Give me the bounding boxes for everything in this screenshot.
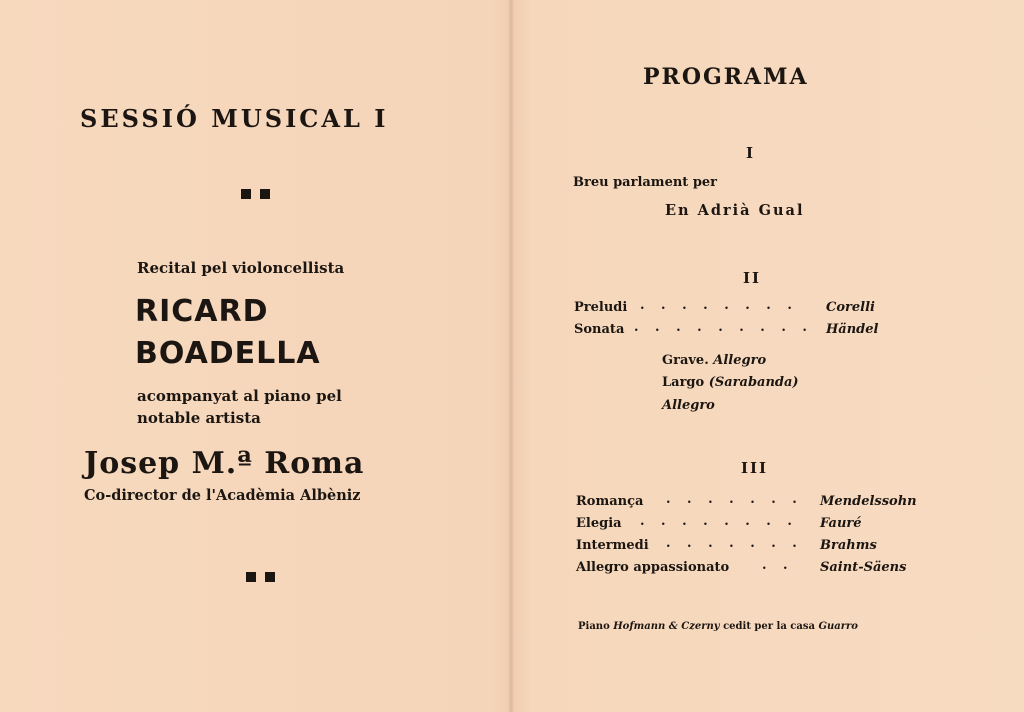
- performer-first-name: RICARD: [135, 294, 269, 329]
- composer: Corelli: [826, 300, 875, 315]
- programme-item: [576, 494, 946, 514]
- piece-title: Sonata: [574, 322, 625, 337]
- piece-title: Allegro appassionato: [576, 560, 730, 575]
- ornament-square: [246, 572, 256, 582]
- credit-middle: cedit per la casa: [723, 621, 815, 632]
- programme-item: [576, 538, 946, 558]
- movement-italic: Allegro: [662, 398, 715, 413]
- ornament-squares-bottom: [246, 572, 275, 582]
- part-3-numeral: III: [741, 459, 769, 477]
- movement: [662, 398, 715, 413]
- movement-label: Largo: [662, 375, 705, 390]
- pianist-name: Josep M.ª Roma: [84, 446, 365, 481]
- leader-dots: . . . . . . . . .: [634, 320, 813, 335]
- movement: [662, 353, 766, 368]
- speech-line: Breu parlament per: [573, 175, 718, 190]
- composer: Händel: [826, 322, 879, 337]
- programme-heading: PROGRAMA: [643, 64, 809, 90]
- piano-credit: [578, 621, 858, 632]
- leader-dots: . . . . . . . .: [640, 514, 798, 529]
- movement: [662, 375, 799, 390]
- page-fold: [508, 0, 514, 712]
- accompanied-line-1: acompanyat al piano pel: [137, 387, 342, 405]
- part-1-numeral: I: [746, 144, 756, 162]
- leader-dots: . . . . . . .: [666, 492, 803, 507]
- recital-line: Recital pel violoncellista: [137, 259, 345, 277]
- piece-title: Preludi: [574, 300, 628, 315]
- piece-title: Romança: [576, 494, 644, 509]
- session-title: SESSIÓ MUSICAL I: [80, 104, 389, 133]
- music-house: Guarro: [818, 621, 858, 632]
- leader-dots: . .: [762, 558, 794, 573]
- speaker-name: En Adrià Gual: [665, 202, 805, 219]
- piece-title: Intermedi: [576, 538, 649, 553]
- programme-item: [576, 516, 946, 536]
- composer: Brahms: [820, 538, 877, 553]
- leader-dots: . . . . . . . .: [640, 298, 798, 313]
- performer-last-name: BOADELLA: [135, 336, 321, 371]
- ornament-square: [265, 572, 275, 582]
- part-2-numeral: II: [743, 269, 762, 287]
- piece-title: Elegia: [576, 516, 622, 531]
- leader-dots: . . . . . . .: [666, 536, 803, 551]
- programme-item: [574, 300, 904, 320]
- credit-prefix: Piano: [578, 621, 610, 632]
- composer: Saint-Säens: [820, 560, 907, 575]
- composer: Fauré: [820, 516, 862, 531]
- ornament-squares-top: [241, 189, 270, 199]
- programme-item: [576, 560, 946, 580]
- ornament-square: [241, 189, 251, 199]
- ornament-square: [260, 189, 270, 199]
- pianist-role: Co-director de l'Acadèmia Albèniz: [84, 487, 361, 504]
- piano-brand: Hofmann & Czerny: [613, 621, 720, 632]
- movement-italic: Allegro: [713, 353, 767, 368]
- movement-label: Grave.: [662, 353, 709, 368]
- accompanied-line-2: notable artista: [137, 409, 261, 427]
- movement-italic: (Sarabanda): [708, 375, 799, 390]
- composer: Mendelssohn: [820, 494, 917, 509]
- programme-item: [574, 322, 904, 342]
